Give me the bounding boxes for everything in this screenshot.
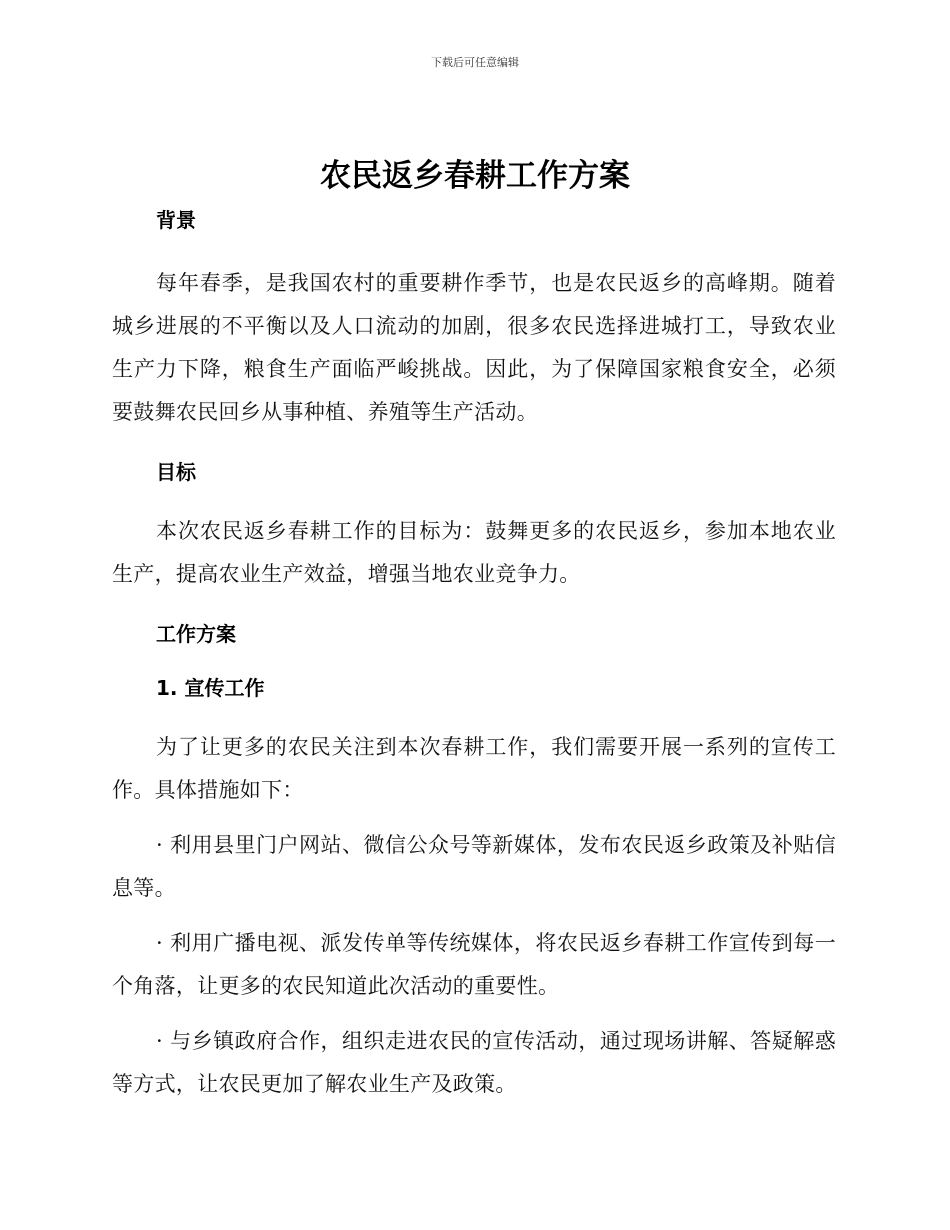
document-title: 农民返乡春耕工作方案 bbox=[320, 158, 630, 194]
paragraph-publicity-intro: 为了让更多的农民关注到本次春耕工作，我们需要开展一系列的宣传工作。具体措施如下： bbox=[112, 735, 836, 802]
subsection-heading-publicity: 1. 宣传工作 bbox=[156, 676, 265, 700]
bullet-item: · 利用广播电视、派发传单等传统媒体，将农民返乡春耕工作宣传到每一个角落，让更多的农民知道此次活动的重要性。 bbox=[112, 931, 836, 998]
section-heading-plan: 工作方案 bbox=[156, 622, 236, 646]
bullet-item: · 与乡镇政府合作，组织走进农民的宣传活动，通过现场讲解、答疑解惑等方式，让农民更加了解农业生产及政策。 bbox=[112, 1029, 836, 1096]
section-heading-background: 背景 bbox=[156, 208, 196, 232]
header-note: 下载后可任意编辑 bbox=[431, 56, 519, 69]
document-body bbox=[112, 204, 836, 1106]
paragraph-goal: 本次农民返乡春耕工作的目标为：鼓舞更多的农民返乡，参加本地农业生产，提高农业生产效益，增强当地农业竞争力。 bbox=[112, 519, 836, 586]
section-heading-goal: 目标 bbox=[156, 460, 196, 484]
paragraph-background: 每年春季，是我国农村的重要耕作季节，也是农民返乡的高峰期。随着城乡进展的不平衡以及人口流动的加剧，很多农民选择进城打工，导致农业生产力下降，粮食生产面临严峻挑战。因此，为了保障国家粮食安全，必须要鼓舞农民回乡从事种植、养殖等生产活动。 bbox=[112, 271, 836, 424]
bullet-item: · 利用县里门户网站、微信公众号等新媒体，发布农民返乡政策及补贴信息等。 bbox=[112, 833, 836, 900]
